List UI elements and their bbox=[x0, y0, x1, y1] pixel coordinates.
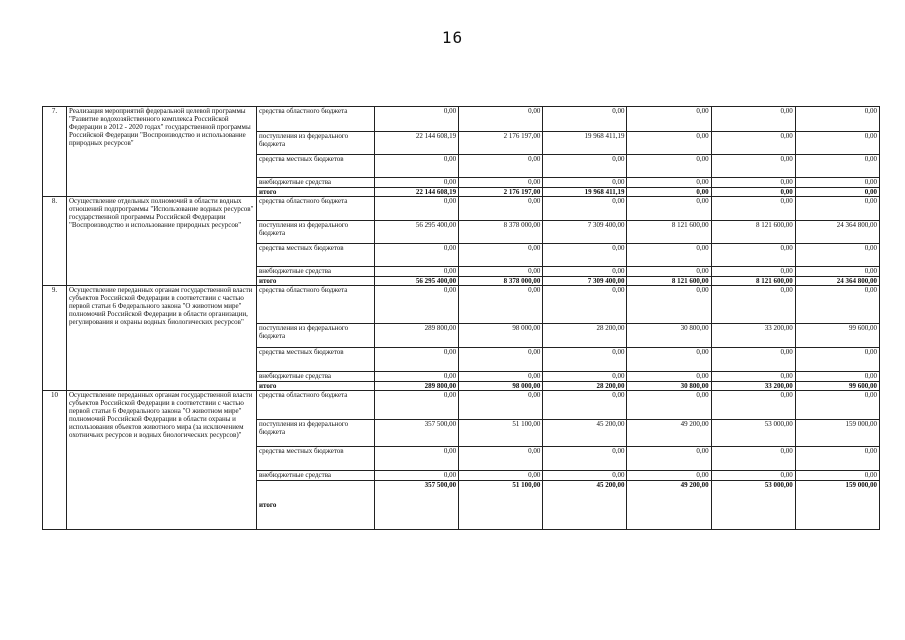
funding-source: итого bbox=[257, 382, 375, 391]
amount-cell: 0,00 bbox=[711, 391, 795, 420]
amount-cell: 159 000,00 bbox=[795, 420, 879, 447]
amount-cell: 357 500,00 bbox=[375, 481, 459, 530]
amount-cell: 0,00 bbox=[375, 155, 459, 178]
table-row bbox=[43, 197, 880, 221]
amount-cell: 30 800,00 bbox=[627, 382, 711, 391]
amount-cell: 0,00 bbox=[543, 372, 627, 382]
amount-cell: 22 144 608,19 bbox=[375, 188, 459, 197]
amount-cell: 0,00 bbox=[627, 391, 711, 420]
amount-cell: 0,00 bbox=[627, 107, 711, 132]
amount-cell: 0,00 bbox=[459, 107, 543, 132]
table-body bbox=[43, 107, 880, 530]
funding-source: средства местных бюджетов bbox=[257, 244, 375, 267]
amount-cell: 0,00 bbox=[543, 197, 627, 221]
amount-cell: 0,00 bbox=[711, 471, 795, 481]
amount-cell: 0,00 bbox=[627, 267, 711, 277]
amount-cell: 49 200,00 bbox=[627, 420, 711, 447]
amount-cell: 0,00 bbox=[711, 447, 795, 471]
section-description: Осуществление переданных органам государственной власти субъектов Российской Федерации в соответствии с частью первой статьи 6 Федерального закона "О животном мире" полномочий Российской Федерации в области организации, регулирования и охраны водных биологических ресурсов" bbox=[67, 286, 257, 391]
table-row bbox=[43, 107, 880, 132]
amount-cell: 0,00 bbox=[543, 155, 627, 178]
funding-source: средства местных бюджетов bbox=[257, 155, 375, 178]
amount-cell: 22 144 608,19 bbox=[375, 132, 459, 155]
amount-cell: 0,00 bbox=[711, 132, 795, 155]
amount-cell: 0,00 bbox=[543, 391, 627, 420]
amount-cell: 0,00 bbox=[711, 188, 795, 197]
amount-cell: 56 295 400,00 bbox=[375, 277, 459, 286]
funding-source: средства областного бюджета bbox=[257, 107, 375, 132]
amount-cell: 8 121 600,00 bbox=[627, 277, 711, 286]
funding-source: итого bbox=[257, 188, 375, 197]
amount-cell: 0,00 bbox=[795, 244, 879, 267]
amount-cell: 2 176 197,00 bbox=[459, 188, 543, 197]
amount-cell: 0,00 bbox=[375, 267, 459, 277]
amount-cell: 33 200,00 bbox=[711, 324, 795, 348]
amount-cell: 0,00 bbox=[375, 178, 459, 188]
amount-cell: 0,00 bbox=[627, 155, 711, 178]
amount-cell: 0,00 bbox=[459, 155, 543, 178]
amount-cell: 0,00 bbox=[627, 286, 711, 324]
amount-cell: 98 000,00 bbox=[459, 382, 543, 391]
funding-source: внебюджетные средства bbox=[257, 471, 375, 481]
amount-cell: 0,00 bbox=[375, 471, 459, 481]
funding-source: итого bbox=[257, 277, 375, 286]
amount-cell: 99 600,00 bbox=[795, 324, 879, 348]
amount-cell: 0,00 bbox=[795, 178, 879, 188]
amount-cell: 0,00 bbox=[459, 471, 543, 481]
funding-source: поступления из федерального бюджета bbox=[257, 420, 375, 447]
amount-cell: 99 600,00 bbox=[795, 382, 879, 391]
amount-cell: 0,00 bbox=[543, 107, 627, 132]
amount-cell: 0,00 bbox=[795, 188, 879, 197]
amount-cell: 0,00 bbox=[627, 447, 711, 471]
amount-cell: 0,00 bbox=[459, 348, 543, 372]
amount-cell: 8 121 600,00 bbox=[711, 221, 795, 244]
section-description: Осуществление переданных органам государственной власти субъектов Российской Федерации в соответствии с частью первой статьи 6 Федерального закона "О животном мире" полномочий Российской Федерации в области охраны и использования объектов животного мира (за исключением охотничьих ресурсов и водных биологических ресурсов)" bbox=[67, 391, 257, 530]
budget-table bbox=[42, 106, 880, 530]
funding-source: поступления из федерального бюджета bbox=[257, 132, 375, 155]
amount-cell: 28 200,00 bbox=[543, 324, 627, 348]
amount-cell: 0,00 bbox=[711, 155, 795, 178]
amount-cell: 0,00 bbox=[627, 372, 711, 382]
amount-cell: 0,00 bbox=[795, 391, 879, 420]
amount-cell: 0,00 bbox=[627, 348, 711, 372]
amount-cell: 0,00 bbox=[543, 178, 627, 188]
amount-cell: 2 176 197,00 bbox=[459, 132, 543, 155]
funding-source: средства областного бюджета bbox=[257, 197, 375, 221]
amount-cell: 357 500,00 bbox=[375, 420, 459, 447]
amount-cell: 0,00 bbox=[375, 286, 459, 324]
amount-cell: 0,00 bbox=[459, 286, 543, 324]
amount-cell: 0,00 bbox=[795, 447, 879, 471]
section-number: 10 bbox=[43, 391, 67, 530]
amount-cell: 0,00 bbox=[375, 244, 459, 267]
amount-cell: 8 121 600,00 bbox=[711, 277, 795, 286]
funding-source: поступления из федерального бюджета bbox=[257, 324, 375, 348]
amount-cell: 0,00 bbox=[375, 447, 459, 471]
section-number: 9. bbox=[43, 286, 67, 391]
amount-cell: 45 200,00 bbox=[543, 481, 627, 530]
amount-cell: 0,00 bbox=[711, 178, 795, 188]
amount-cell: 51 100,00 bbox=[459, 420, 543, 447]
funding-source: средства областного бюджета bbox=[257, 391, 375, 420]
amount-cell: 0,00 bbox=[543, 244, 627, 267]
amount-cell: 0,00 bbox=[795, 372, 879, 382]
amount-cell: 0,00 bbox=[711, 197, 795, 221]
amount-cell: 0,00 bbox=[627, 244, 711, 267]
funding-source: поступления из федерального бюджета bbox=[257, 221, 375, 244]
amount-cell: 49 200,00 bbox=[627, 481, 711, 530]
amount-cell: 7 309 400,00 bbox=[543, 221, 627, 244]
amount-cell: 0,00 bbox=[459, 391, 543, 420]
section-description: Осуществление отдельных полномочий в области водных отношений подпрограммы "Использование водных ресурсов" государственной программы Российской Федерации "Воспроизводство и использование природных ресурсов" bbox=[67, 197, 257, 286]
section-number: 7. bbox=[43, 107, 67, 197]
amount-cell: 98 000,00 bbox=[459, 324, 543, 348]
amount-cell: 289 800,00 bbox=[375, 324, 459, 348]
amount-cell: 0,00 bbox=[459, 372, 543, 382]
amount-cell: 0,00 bbox=[543, 471, 627, 481]
funding-source: средства местных бюджетов bbox=[257, 348, 375, 372]
amount-cell: 0,00 bbox=[795, 197, 879, 221]
amount-cell: 0,00 bbox=[459, 244, 543, 267]
amount-cell: 0,00 bbox=[375, 197, 459, 221]
amount-cell: 0,00 bbox=[375, 107, 459, 132]
amount-cell: 0,00 bbox=[795, 286, 879, 324]
funding-source: итого bbox=[257, 481, 375, 530]
amount-cell: 0,00 bbox=[375, 391, 459, 420]
amount-cell: 28 200,00 bbox=[543, 382, 627, 391]
amount-cell: 0,00 bbox=[543, 348, 627, 372]
amount-cell: 7 309 400,00 bbox=[543, 277, 627, 286]
funding-source: внебюджетные средства bbox=[257, 372, 375, 382]
amount-cell: 33 200,00 bbox=[711, 382, 795, 391]
amount-cell: 0,00 bbox=[543, 267, 627, 277]
amount-cell: 0,00 bbox=[795, 155, 879, 178]
funding-source: внебюджетные средства bbox=[257, 267, 375, 277]
amount-cell: 0,00 bbox=[543, 286, 627, 324]
amount-cell: 289 800,00 bbox=[375, 382, 459, 391]
amount-cell: 0,00 bbox=[459, 267, 543, 277]
section-number: 8. bbox=[43, 197, 67, 286]
funding-source: средства областного бюджета bbox=[257, 286, 375, 324]
page-number: 16 bbox=[441, 28, 464, 47]
section-description: Реализация мероприятий федеральной целевой программы "Развитие водохозяйственного комплекса Российской Федерации в 2012 - 2020 годах" государственной программы Российской Федерации "Воспроизводство и использование природных ресурсов" bbox=[67, 107, 257, 197]
amount-cell: 0,00 bbox=[711, 286, 795, 324]
amount-cell: 0,00 bbox=[459, 447, 543, 471]
amount-cell: 8 378 000,00 bbox=[459, 221, 543, 244]
amount-cell: 53 000,00 bbox=[711, 481, 795, 530]
amount-cell: 0,00 bbox=[711, 372, 795, 382]
amount-cell: 56 295 400,00 bbox=[375, 221, 459, 244]
amount-cell: 30 800,00 bbox=[627, 324, 711, 348]
amount-cell: 53 000,00 bbox=[711, 420, 795, 447]
amount-cell: 0,00 bbox=[375, 348, 459, 372]
amount-cell: 0,00 bbox=[711, 348, 795, 372]
amount-cell: 45 200,00 bbox=[543, 420, 627, 447]
amount-cell: 8 121 600,00 bbox=[627, 221, 711, 244]
amount-cell: 0,00 bbox=[795, 267, 879, 277]
amount-cell: 159 000,00 bbox=[795, 481, 879, 530]
amount-cell: 24 364 800,00 bbox=[795, 221, 879, 244]
table-row bbox=[43, 286, 880, 324]
amount-cell: 0,00 bbox=[543, 447, 627, 471]
amount-cell: 8 378 000,00 bbox=[459, 277, 543, 286]
amount-cell: 0,00 bbox=[627, 188, 711, 197]
amount-cell: 0,00 bbox=[459, 197, 543, 221]
amount-cell: 0,00 bbox=[795, 107, 879, 132]
amount-cell: 0,00 bbox=[627, 178, 711, 188]
amount-cell: 0,00 bbox=[795, 471, 879, 481]
amount-cell: 0,00 bbox=[711, 244, 795, 267]
amount-cell: 19 968 411,19 bbox=[543, 132, 627, 155]
funding-source: средства местных бюджетов bbox=[257, 447, 375, 471]
amount-cell: 24 364 800,00 bbox=[795, 277, 879, 286]
amount-cell: 19 968 411,19 bbox=[543, 188, 627, 197]
amount-cell: 0,00 bbox=[627, 132, 711, 155]
amount-cell: 0,00 bbox=[627, 197, 711, 221]
amount-cell: 0,00 bbox=[459, 178, 543, 188]
amount-cell: 51 100,00 bbox=[459, 481, 543, 530]
amount-cell: 0,00 bbox=[795, 132, 879, 155]
table-row bbox=[43, 391, 880, 420]
amount-cell: 0,00 bbox=[711, 267, 795, 277]
funding-source: внебюджетные средства bbox=[257, 178, 375, 188]
amount-cell: 0,00 bbox=[375, 372, 459, 382]
amount-cell: 0,00 bbox=[795, 348, 879, 372]
amount-cell: 0,00 bbox=[627, 471, 711, 481]
amount-cell: 0,00 bbox=[711, 107, 795, 132]
